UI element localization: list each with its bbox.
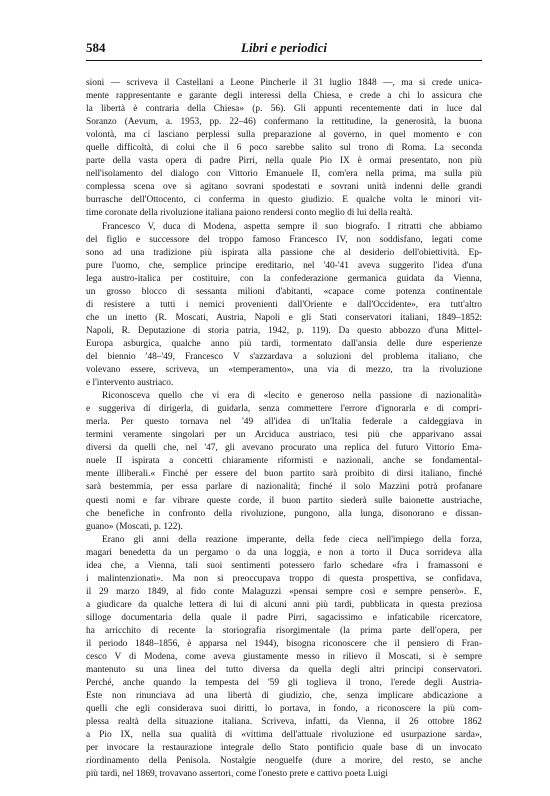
text-line: time coronate della rivoluzione italiana paiono rendersi conto meglio di lui della realtà. bbox=[86, 208, 413, 219]
text-line: mente illiberali.« Finché per essere del buon partito sarà proibito di dirsi italiano, finché bbox=[86, 469, 482, 480]
text-line: che un inetto (R. Moscati, Austria, Napoli e gli Stati conservatori italiani, 1849–1852: bbox=[86, 312, 482, 323]
text-line: sono ad una tradizione più ispirata alla passione che al desiderio dell'obiettività. Ep- bbox=[86, 247, 482, 258]
text-line: la libertà è contraria della Chiesa» (p. 56). Gli appunti recentemente dati in luce dal bbox=[86, 104, 482, 115]
text-line: ha arricchito di recente la storiografia risorgimentale (la prima parte dell'opera, per bbox=[86, 625, 482, 636]
running-head bbox=[86, 40, 482, 58]
text-line: sarà bestemmia, per essa parlare di nazionalità; finché il solo Mazzini potrà profanare bbox=[86, 482, 482, 493]
text-line: plessa realtà della situazione italiana. Scriveva, infatti, da Vienna, il 26 ottobre 1862 bbox=[86, 717, 482, 728]
text-line: guano» (Moscati, p. 122). bbox=[86, 521, 183, 532]
body-text bbox=[86, 77, 482, 782]
text-line: Soranzo (Aevum, a. 1953, pp. 22–46) confermano la rettitudine, la generosità, la buona bbox=[86, 117, 482, 128]
text-line: di resistere a tutti i nemici provenienti dall'Oriente e dall'Occidente», era tutt'altro bbox=[86, 299, 482, 310]
text-line: lega austro-italica per costituire, con la confederazione germanica guidata da Vienna, bbox=[86, 273, 482, 284]
header-rule bbox=[86, 60, 482, 61]
text-line: del biennio '48–'49, Francesco V s'azzardava a soluzioni del problema italiano, che bbox=[86, 351, 482, 362]
text-line: questi nomi e far vibrare queste corde, il buon partito siederà sulle baionette austriache, bbox=[86, 495, 482, 506]
text-line: Perché, anche quando la tempesta del '59 gli toglieva il trono, l'erede degli Austria- bbox=[86, 678, 482, 689]
text-line: nuele II ispirata a concetti chiaramente riformisti e nazionali, anche se fondamental- bbox=[86, 456, 482, 467]
text-line: che benefiche in confronto della rivoluzione, pungono, alla lunga, disonorano e dissan- bbox=[86, 508, 482, 519]
text-line: nell'isolamento del dialogo con Vittorio Emanuele II, com'era nella prima, ma sulla più bbox=[86, 169, 482, 180]
text-line: parte della vasta opera di padre Pirri, nella quale Pio IX è ormai presentato, non più bbox=[86, 156, 482, 167]
page-number: 584 bbox=[86, 40, 106, 55]
text-line: un grosso blocco di sessanta milioni d'abitanti, «capace come potenza continentale bbox=[86, 286, 482, 297]
text-line: Este non rinunciava ad una libertà di giudizio, che, senza implicare abdicazione a bbox=[86, 691, 482, 702]
text-line: magari benedetta da un pergamo o da una loggia, e non a torto il Duca sorrideva alla bbox=[86, 547, 482, 558]
text-line: mente rappresentante e garante degli interessi della Chiesa, e crede a chi lo assicura che bbox=[86, 91, 482, 102]
text-line: Riconosceva quello che vi era di «lecito e generoso nella passione di nazionalità» bbox=[102, 391, 482, 402]
text-line: Erano gli anni della reazione imperante, della fede cieca nell'impiego della forza, bbox=[102, 534, 482, 545]
text-line: quelli che egli considerava suoi diritti, lo portava, in fondo, a riconoscere la più com- bbox=[86, 704, 482, 715]
text-line: merla. Per questo tornava nel '49 all'idea di un'Italia federale a caldeggiava in bbox=[86, 417, 482, 428]
text-line: Francesco V, duca di Modena, aspetta sempre il suo biografo. I ritratti che abbiamo bbox=[102, 221, 482, 232]
text-line: e l'intervento austriaco. bbox=[86, 378, 174, 389]
text-line: volontà, ma ci lasciano perplessi sulla preparazione al governo, in quel momento e con bbox=[86, 130, 482, 141]
text-line: cesco V di Modena, come aveva giustamente messo in rilievo il Moscati, si è sempre bbox=[86, 652, 482, 663]
text-line: per invocare la restaurazione integrale dello Stato pontificio quale base di un invocato bbox=[86, 743, 482, 754]
text-line: a giudicare da qualche lettera di lui di alcuni anni più tardi, pubblicata in questa preziosa bbox=[86, 599, 482, 610]
text-line: termini veramente singolari per un Arciduca austriaco, tesi più che apparivano assai bbox=[86, 430, 482, 441]
text-line: burrasche dell'Ottocento, ci conferma in questo giudizio. E qualche volta le minori vit- bbox=[86, 195, 482, 206]
text-line: silloge documentaria della quale il padre Pirri, sagacissimo e infaticabile ricercatore, bbox=[86, 612, 482, 623]
text-line: riordinamento della Penisola. Nostalgie neoguelfe (dure a morire, del resto, se anche bbox=[86, 756, 482, 767]
text-line: il 29 marzo 1849, al fido conte Malaguzzi «pensai sempre così e sempre penserò». E, bbox=[86, 586, 482, 597]
text-line: complessa scena ove si agitano sovrani spodestati e sovrani unità indenni delle grandi bbox=[86, 182, 482, 193]
text-line: quelle difficoltà, di colui che il 6 poco sarebbe salito sul trono di Roma. La seconda bbox=[86, 143, 482, 154]
text-line: i malintenzionati». Ma non si preoccupava troppo di questa prospettiva, se confidava, bbox=[86, 573, 482, 584]
text-line: idea che, a Vienna, tali suoi sentimenti potessero farlo schedare «fra i framassoni e bbox=[86, 560, 482, 571]
text-line: a Pio IX, nella sua qualità di «vittima dell'attuale rivoluzione ed usurpazione sarda», bbox=[86, 730, 482, 741]
text-line: Napoli, R. Deputazione di storia patria, 1942, p. 119). Da questo abbozzo d'una Mittel- bbox=[86, 325, 482, 336]
text-line: più tardi, nel 1869, trovavano assertori, come l'onesto prete e cattivo poeta Luigi bbox=[86, 769, 388, 780]
text-line: sioni — scriveva il Castellani a Leone Pincherle il 31 luglio 1848 —, ma si crede unica- bbox=[86, 78, 482, 88]
text-line: il periodo 1848–1856, è apparsa nel 1944), bisogna riconoscere che il pensiero di Fran- bbox=[86, 639, 482, 650]
text-line: pure l'uomo, che, semplice principe ereditario, nel '40-'41 aveva suggerito l'idea d'una bbox=[86, 260, 482, 271]
text-line: volevano essere, scriveva, un «temperamento», una via di mezzo, tra la rivoluzione bbox=[86, 365, 482, 376]
text-line: diversi da quelli che, nel '47, gli avevano procurato una replica del futuro Vittorio Ema- bbox=[86, 443, 482, 454]
text-line: del figlio e successore del troppo famoso Francesco IV, non soddisfano, legati come bbox=[86, 234, 482, 245]
text-line: Europa asburgica, qualche anno più tardi, tormentato dall'ansia delle dure esperienze bbox=[86, 338, 482, 349]
running-title: Libri e periodici bbox=[241, 40, 327, 55]
text-line: e suggeriva di dirigerla, di guidarla, senza commettere l'errore d'ignorarla e di compri- bbox=[86, 404, 482, 415]
text-line: mantenuto su una linea del tutto diversa da quella degli altri principi conservatori. bbox=[86, 665, 482, 676]
